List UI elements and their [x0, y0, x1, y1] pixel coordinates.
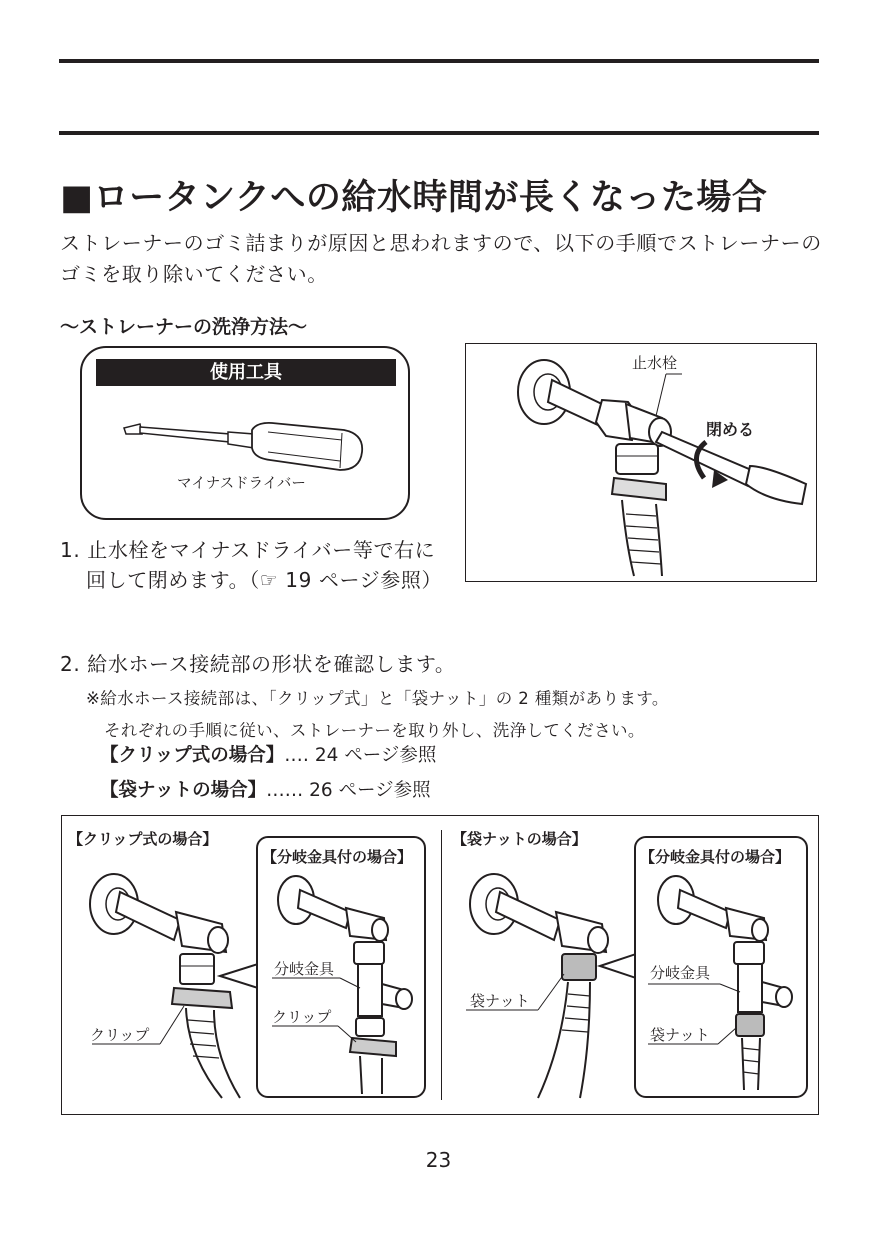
clip-inset-clip-label: クリップ [272, 1008, 332, 1026]
clip-reference-label: 【クリップ式の場合】 [100, 745, 285, 766]
nut-type-title: 【袋ナットの場合】 [452, 830, 587, 848]
page-title: ■ロータンクへの給水時間が長くなった場合 [60, 178, 768, 218]
clip-reference-page: ‥‥ 24 ページ参照 [284, 745, 437, 766]
cleaning-method-heading: 〜ストレーナーの洗浄方法〜 [60, 316, 308, 338]
nut-inset-branch-label: 分岐金具 [650, 964, 711, 982]
valve-closing-figure [465, 343, 817, 582]
note-line2: それぞれの手順に従い、ストレーナーを取り外し、洗浄してください。 [104, 721, 645, 740]
page-number: 23 [425, 1148, 452, 1172]
top-rule [59, 59, 819, 63]
screwdriver-icon [82, 348, 412, 522]
connection-types-figure [61, 815, 819, 1115]
clip-inset-title: 【分岐金具付の場合】 [262, 848, 413, 866]
note-line1: ※給水ホース接続部は、「クリップ式」と「袋ナット」の 2 種類があります。 [86, 689, 669, 708]
valve-label: 止水栓 [632, 354, 678, 372]
intro-text: ストレーナーのゴミ詰まりが原因と思われますので、以下の手順でストレーナーのゴミを取り除いてください。 [60, 231, 822, 286]
close-label: 閉める [706, 420, 755, 439]
step-2-note [86, 683, 669, 747]
valve-drawing [466, 344, 818, 583]
nut-branch-inset [634, 836, 808, 1098]
nut-reference [100, 776, 431, 802]
step-1-line2: 回して閉めます。（☞ 19 ページ参照） [86, 568, 443, 592]
nut-callout-label: 袋ナット [470, 992, 530, 1010]
tools-box [80, 346, 410, 520]
nut-inset-title: 【分岐金具付の場合】 [640, 848, 791, 866]
nut-reference-page: ‥‥‥ 26 ページ参照 [266, 780, 431, 801]
clip-type-title: 【クリップ式の場合】 [68, 830, 218, 848]
clip-inset-branch-label: 分岐金具 [274, 960, 335, 978]
screwdriver-label: マイナスドライバー [177, 476, 306, 492]
tools-header: 使用工具 [96, 359, 396, 386]
step-1 [60, 535, 442, 595]
step-2: 2. 給水ホース接続部の形状を確認します。 [60, 652, 456, 676]
nut-reference-label: 【袋ナットの場合】 [100, 780, 267, 801]
clip-branch-inset [256, 836, 426, 1098]
clip-reference [100, 741, 436, 767]
step-1-line1: 1. 止水栓をマイナスドライバー等で右に [60, 538, 436, 562]
nut-inset-nut-label: 袋ナット [650, 1026, 710, 1044]
section-rule [59, 131, 819, 135]
clip-callout-label: クリップ [90, 1026, 150, 1044]
